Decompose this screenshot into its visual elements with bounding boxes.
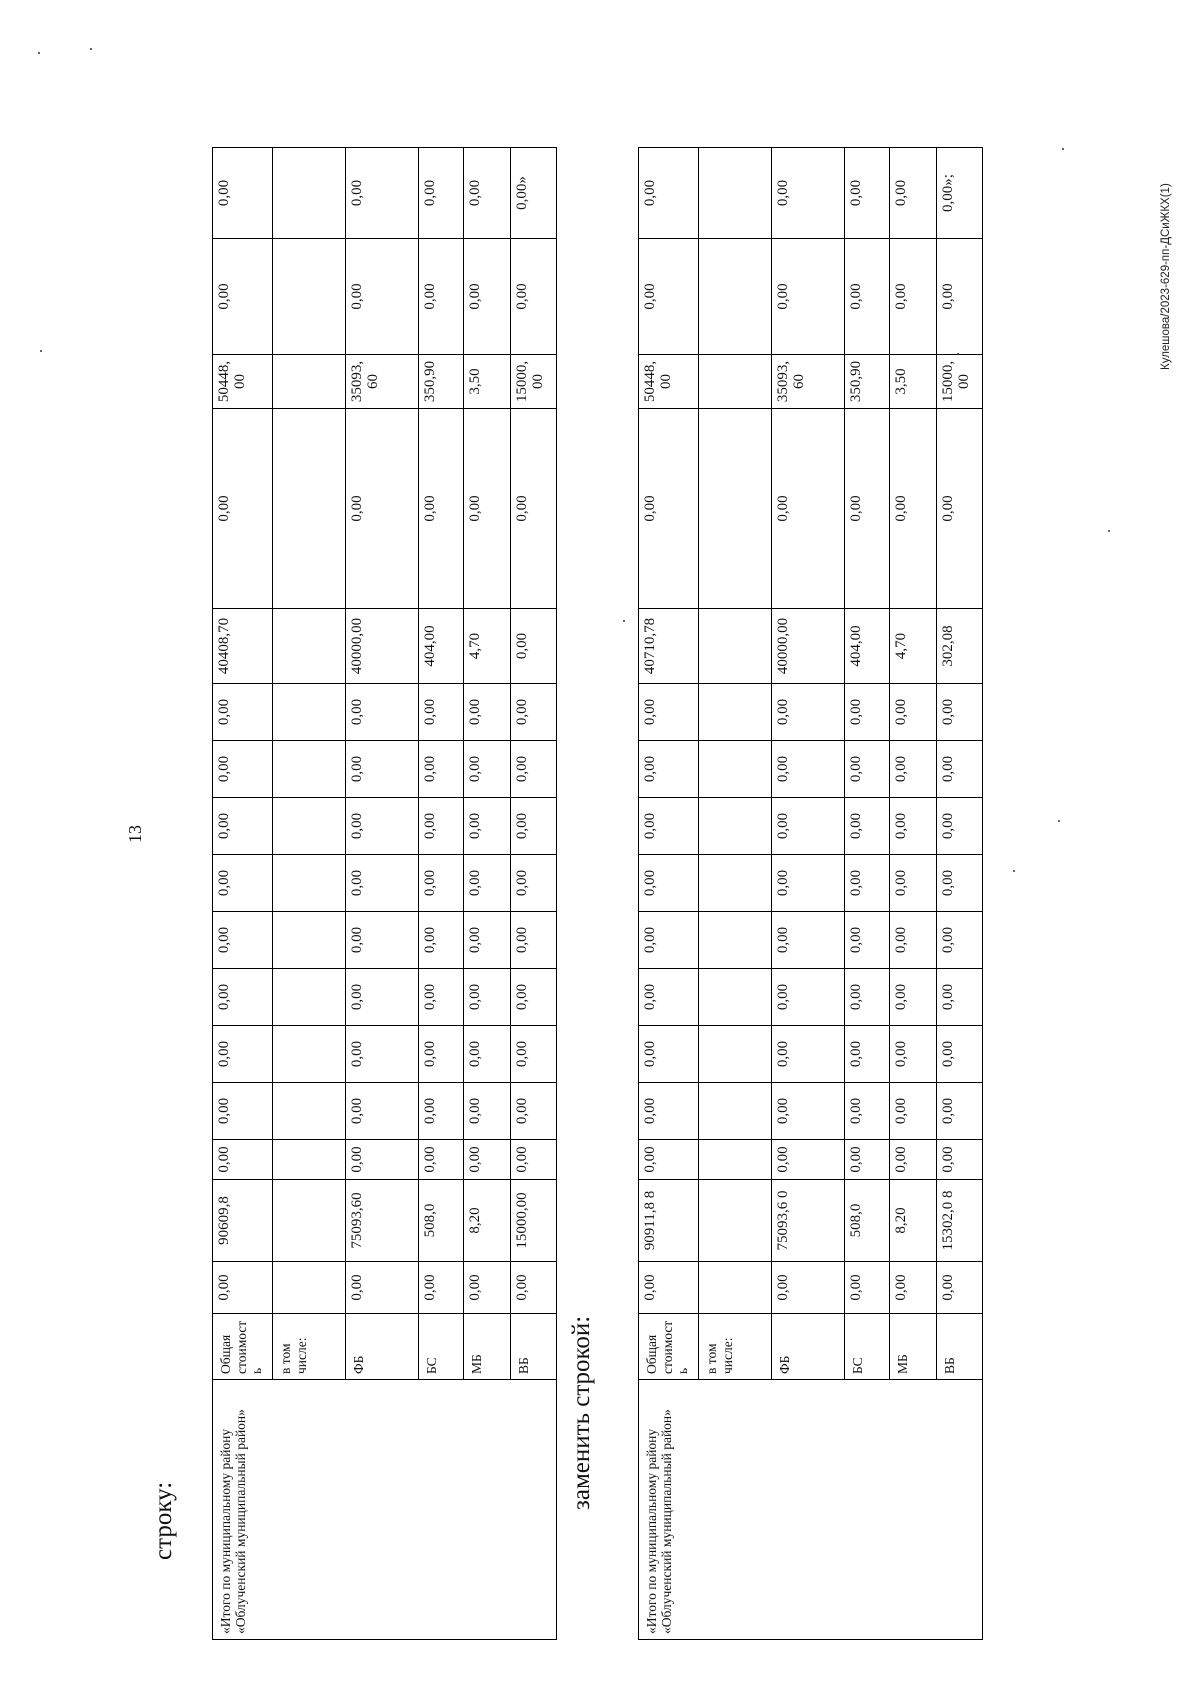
value-cell: 40000,00 (346, 609, 419, 684)
value-cell: 4,70 (464, 609, 511, 684)
value-cell: 0,00 (213, 148, 273, 239)
value-cell: 0,00 (639, 148, 699, 239)
value-cell: 0,00 (464, 684, 511, 741)
value-cell: 0,00 (845, 684, 890, 741)
value-cell: 0,00 (772, 855, 845, 912)
value-cell: 0,00 (937, 1140, 983, 1180)
value-cell: 0,00 (213, 1083, 273, 1140)
value-cell: 0,00 (511, 684, 557, 741)
value-cell: 0,00 (464, 912, 511, 969)
value-cell: 0,00 (772, 912, 845, 969)
value-cell: 0,00 (890, 409, 937, 609)
value-cell (699, 855, 772, 912)
scan-speck (1058, 820, 1060, 822)
value-cell: 50448,00 (213, 355, 273, 409)
value-cell: 0,00 (464, 855, 511, 912)
value-cell: 0,00 (213, 912, 273, 969)
value-cell: 0,00 (890, 855, 937, 912)
value-cell: 0,00 (213, 239, 273, 355)
value-cell: 508,0 (845, 1180, 890, 1262)
value-cell: 0,00 (639, 239, 699, 355)
funding-type-cell: МБ (890, 1314, 937, 1380)
value-cell: 0,00 (772, 148, 845, 239)
row-title-cell: «Итого по муниципальному району «Облученский муниципальный район» (213, 1380, 557, 1640)
page-number: 13 (125, 825, 145, 843)
value-cell: 0,00 (213, 1262, 273, 1314)
value-cell (273, 609, 346, 684)
funding-type-cell: МБ (464, 1314, 511, 1380)
value-cell: 0,00 (845, 741, 890, 798)
value-cell: 75093,60 (346, 1180, 419, 1262)
heading-old-row: строку: (150, 1481, 177, 1560)
value-cell (273, 912, 346, 969)
value-cell: 0,00 (346, 855, 419, 912)
value-cell: 0,00 (346, 1083, 419, 1140)
value-cell (699, 1083, 772, 1140)
value-cell: 0,00 (772, 239, 845, 355)
value-cell: 0,00 (890, 741, 937, 798)
value-cell: 0,00 (213, 969, 273, 1026)
scan-speck (623, 620, 625, 622)
value-cell: 350,90 (419, 355, 464, 409)
value-cell: 0,00 (464, 1140, 511, 1180)
funding-type-cell: ФБ (346, 1314, 419, 1380)
value-cell (699, 741, 772, 798)
value-cell: 0,00 (845, 969, 890, 1026)
value-cell: 15000,00 (511, 1180, 557, 1262)
value-cell: 0,00 (639, 912, 699, 969)
new-row-table (638, 53, 983, 1640)
value-cell: 0,00 (772, 1083, 845, 1140)
value-cell: 0,00 (937, 1083, 983, 1140)
value-cell: 0,00 (639, 741, 699, 798)
value-cell (273, 969, 346, 1026)
value-cell: 0,00 (890, 798, 937, 855)
value-cell: 0,00 (937, 1262, 983, 1314)
value-cell: 0,00 (511, 1140, 557, 1180)
value-cell: 0,00 (937, 741, 983, 798)
funding-type-cell: в том числе: (699, 1314, 772, 1380)
value-cell: 0,00 (346, 741, 419, 798)
value-cell (273, 1140, 346, 1180)
value-cell: 0,00 (890, 912, 937, 969)
value-cell: 0,00 (419, 409, 464, 609)
value-cell: 15000,00 (937, 355, 983, 409)
value-cell: 0,00 (511, 969, 557, 1026)
value-cell (699, 969, 772, 1026)
value-cell: 0,00 (639, 1140, 699, 1180)
value-cell: 404,00 (845, 609, 890, 684)
value-cell (699, 1140, 772, 1180)
value-cell (273, 855, 346, 912)
value-cell: 0,00 (937, 409, 983, 609)
value-cell: 0,00 (213, 855, 273, 912)
scan-speck (40, 350, 42, 352)
funding-type-cell: БС (845, 1314, 890, 1380)
value-cell: 0,00 (419, 969, 464, 1026)
value-cell (699, 912, 772, 969)
value-cell: 0,00 (511, 1262, 557, 1314)
value-cell: 0,00 (772, 798, 845, 855)
value-cell: 15000,00 (511, 355, 557, 409)
value-cell: 8,20 (890, 1180, 937, 1262)
funding-type-cell: Общая стоимость (213, 1314, 273, 1380)
value-cell: 0,00 (464, 798, 511, 855)
funding-type-cell: ФБ (772, 1314, 845, 1380)
value-cell: 0,00 (845, 798, 890, 855)
value-cell: 0,00 (419, 1262, 464, 1314)
scan-speck (957, 353, 959, 355)
value-cell: 0,00 (937, 855, 983, 912)
value-cell: 0,00 (213, 684, 273, 741)
value-cell: 0,00 (511, 798, 557, 855)
value-cell: 0,00 (890, 684, 937, 741)
value-cell: 0,00 (419, 741, 464, 798)
value-cell: 0,00 (464, 1026, 511, 1083)
value-cell: 0,00 (511, 741, 557, 798)
value-cell: 0,00 (937, 684, 983, 741)
value-cell: 0,00 (419, 1026, 464, 1083)
value-cell: 0,00 (937, 969, 983, 1026)
funding-type-cell: Общая стоимость (639, 1314, 699, 1380)
value-cell: 0,00 (464, 148, 511, 239)
table-row (639, 54, 699, 1640)
value-cell: 0,00»; (937, 148, 983, 239)
value-cell (273, 684, 346, 741)
value-cell (699, 684, 772, 741)
value-cell: 0,00 (639, 855, 699, 912)
value-cell (699, 355, 772, 409)
scan-speck (90, 48, 92, 50)
value-cell: 0,00 (511, 609, 557, 684)
value-cell: 404,00 (419, 609, 464, 684)
value-cell: 0,00 (213, 741, 273, 798)
value-cell: 0,00 (639, 1083, 699, 1140)
value-cell: 0,00 (772, 741, 845, 798)
value-cell (273, 1026, 346, 1083)
value-cell: 0,00 (845, 409, 890, 609)
value-cell: 4,70 (890, 609, 937, 684)
value-cell: 0,00 (213, 798, 273, 855)
value-cell: 0,00 (464, 409, 511, 609)
value-cell: 0,00 (890, 1262, 937, 1314)
value-cell: 0,00 (890, 1140, 937, 1180)
value-cell: 0,00 (213, 409, 273, 609)
value-cell: 0,00 (346, 969, 419, 1026)
value-cell: 0,00 (419, 148, 464, 239)
value-cell: 0,00 (346, 1262, 419, 1314)
value-cell: 0,00 (890, 239, 937, 355)
value-cell: 508,0 (419, 1180, 464, 1262)
value-cell: 0,00 (419, 798, 464, 855)
value-cell (273, 798, 346, 855)
value-cell: 40408,70 (213, 609, 273, 684)
value-cell: 0,00 (772, 1026, 845, 1083)
value-cell: 0,00 (772, 969, 845, 1026)
value-cell: 0,00 (890, 1083, 937, 1140)
value-cell: 0,00 (346, 239, 419, 355)
value-cell: 3,50 (890, 355, 937, 409)
value-cell (273, 409, 346, 609)
value-cell: 302,08 (937, 609, 983, 684)
value-cell: 0,00 (346, 798, 419, 855)
value-cell (699, 148, 772, 239)
value-cell (699, 1180, 772, 1262)
funding-type-cell: ВБ (937, 1314, 983, 1380)
value-cell: 40000,00 (772, 609, 845, 684)
value-cell (273, 1262, 346, 1314)
funding-type-cell: в том числе: (273, 1314, 346, 1380)
value-cell: 0,00 (772, 1262, 845, 1314)
value-cell: 0,00 (213, 1026, 273, 1083)
value-cell: 75093,6 0 (772, 1180, 845, 1262)
value-cell: 0,00 (346, 1140, 419, 1180)
value-cell: 0,00 (346, 409, 419, 609)
value-cell: 50448,00 (639, 355, 699, 409)
value-cell: 0,00 (845, 239, 890, 355)
value-cell: 0,00 (511, 239, 557, 355)
value-cell: 0,00 (346, 148, 419, 239)
value-cell: 0,00 (845, 855, 890, 912)
value-cell: 0,00 (890, 969, 937, 1026)
value-cell: 0,00 (845, 1083, 890, 1140)
value-cell: 0,00 (511, 1083, 557, 1140)
value-cell: 0,00 (639, 969, 699, 1026)
value-cell: 35093,60 (346, 355, 419, 409)
value-cell: 0,00 (511, 855, 557, 912)
value-cell: 0,00 (346, 1026, 419, 1083)
funding-type-cell: БС (419, 1314, 464, 1380)
value-cell (699, 1026, 772, 1083)
value-cell (699, 1262, 772, 1314)
value-cell: 0,00 (419, 912, 464, 969)
value-cell: 40710,78 (639, 609, 699, 684)
funding-type-cell: ВБ (511, 1314, 557, 1380)
value-cell: 0,00 (511, 1026, 557, 1083)
scan-speck (38, 52, 40, 54)
value-cell: 0,00 (346, 912, 419, 969)
value-cell: 0,00» (511, 148, 557, 239)
value-cell: 0,00 (511, 409, 557, 609)
scan-speck (1013, 870, 1015, 872)
value-cell (699, 239, 772, 355)
value-cell: 0,00 (419, 1083, 464, 1140)
value-cell: 0,00 (772, 409, 845, 609)
value-cell: 0,00 (419, 1140, 464, 1180)
old-row-table (212, 53, 557, 1640)
value-cell (273, 1180, 346, 1262)
value-cell (699, 798, 772, 855)
value-cell: 0,00 (639, 798, 699, 855)
value-cell: 0,00 (937, 798, 983, 855)
value-cell: 0,00 (772, 684, 845, 741)
value-cell: 0,00 (639, 1026, 699, 1083)
value-cell (273, 148, 346, 239)
value-cell: 0,00 (772, 1140, 845, 1180)
value-cell: 35093,60 (772, 355, 845, 409)
value-cell: 0,00 (464, 239, 511, 355)
value-cell: 0,00 (346, 684, 419, 741)
value-cell: 0,00 (890, 1026, 937, 1083)
value-cell (699, 609, 772, 684)
value-cell: 0,00 (845, 1140, 890, 1180)
value-cell: 0,00 (419, 239, 464, 355)
value-cell: 0,00 (937, 912, 983, 969)
value-cell: 8,20 (464, 1180, 511, 1262)
document-code: Кулешова/2023-629-пп-ДСиЖКХ(1) (1160, 183, 1172, 370)
value-cell: 350,90 (845, 355, 890, 409)
value-cell (273, 355, 346, 409)
value-cell (273, 741, 346, 798)
value-cell: 0,00 (845, 1262, 890, 1314)
value-cell: 90911,8 8 (639, 1180, 699, 1262)
value-cell: 0,00 (890, 148, 937, 239)
scan-speck (1108, 530, 1110, 532)
value-cell: 0,00 (419, 684, 464, 741)
value-cell: 0,00 (464, 969, 511, 1026)
value-cell: 15302,0 8 (937, 1180, 983, 1262)
value-cell: 0,00 (937, 239, 983, 355)
value-cell: 0,00 (845, 148, 890, 239)
value-cell (273, 1083, 346, 1140)
scan-speck (1062, 148, 1064, 150)
value-cell: 0,00 (937, 1026, 983, 1083)
value-cell: 0,00 (419, 855, 464, 912)
value-cell: 90609,8 (213, 1180, 273, 1262)
value-cell (699, 409, 772, 609)
value-cell: 0,00 (213, 1140, 273, 1180)
value-cell: 0,00 (511, 912, 557, 969)
value-cell: 0,00 (639, 684, 699, 741)
heading-new-row: заменить строкой: (568, 1315, 595, 1510)
value-cell: 0,00 (464, 741, 511, 798)
value-cell: 0,00 (845, 1026, 890, 1083)
value-cell: 0,00 (464, 1083, 511, 1140)
row-title-cell: «Итого по муниципальному району «Облученский муниципальный район» (639, 1380, 983, 1640)
value-cell: 0,00 (639, 409, 699, 609)
value-cell: 3,50 (464, 355, 511, 409)
value-cell: 0,00 (639, 1262, 699, 1314)
value-cell: 0,00 (845, 912, 890, 969)
value-cell: 0,00 (464, 1262, 511, 1314)
table-row (213, 54, 273, 1640)
value-cell (273, 239, 346, 355)
